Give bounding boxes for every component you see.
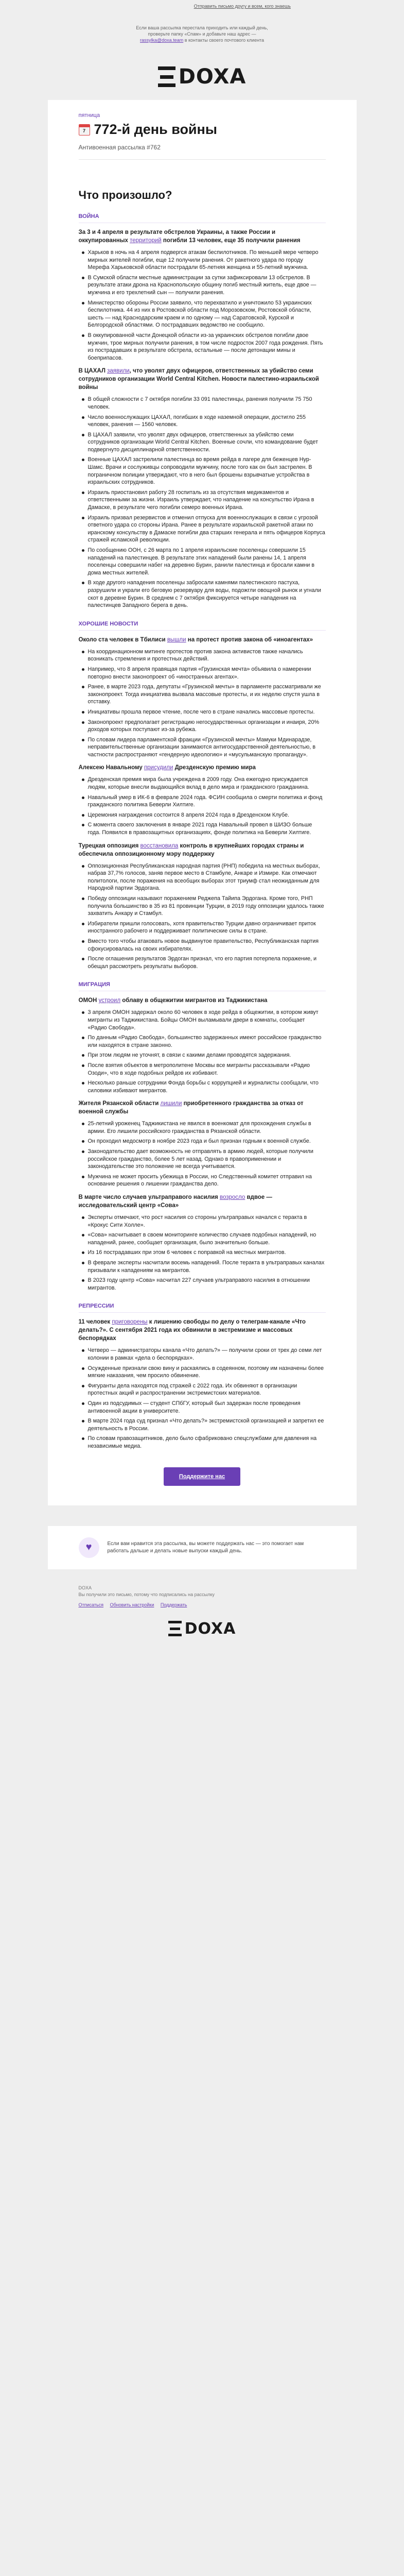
war-lead-bold: За 3 и 4 апреля в результате обстрелов Украины, а также России и оккупированных [78,229,276,244]
good-p2-link[interactable]: присудили [144,765,173,771]
list-item: В феврале эксперты насчитали восемь нападений. После теракта в ультраправых каналах призывали к нападениям на мигрантов. [88,1259,326,1274]
support-wrap [79,1453,326,1505]
list-item: Ранее, в марте 2023 года, депутаты «Грузинской мечты» в парламенте рассматривали же законопроект. Тогда инициатива вызвала массовые протесты, и их неделю спустя ушла в отставку. [88,683,326,706]
list-item: После оглашения результатов Эрдоган признал, что его партия потерпела поражение, и обещал рассмотреть результаты выборов. [88,955,326,970]
list-item: После взятия объектов в метрополитене Москвы все мигранты рассказывали «Радио Озоди», что в ходе подобных рейдов их избивают. [88,1062,326,1077]
spam-notice-text: Если ваша рассылка перестала приходить или каждый день, проверьте папку «Спам» и добавьте наш адрес — [136,25,268,37]
logo-text: DOXA [178,65,247,89]
repress-list [79,1347,326,1450]
list-item: В 2023 году центр «Сова» насчитал 227 случаев ультраправого насилия в отношении мигрантов. [88,1277,326,1292]
war-p2-prefix: В ЦАХАЛ [78,368,106,375]
migration-lead-link[interactable]: устроил [98,997,121,1004]
day-label: пятница [78,112,100,118]
list-item: Законодательство дает возможность не отправлять в армию людей, которые получили российское гражданство, более 5 лет назад. Однако в правоприменении и законодательстве это положение не всегда учитывается. [88,1148,326,1171]
list-item: Например, что 8 апреля правящая партия «Грузинская мечта» объявила о намерении повторно внести законопроект об «иностранных агентах». [88,666,326,681]
list-item: Министерство обороны России заявило, что перехватило и уничтожило 53 украинских беспилотника. 44 из них в Ростовской области под Морозовском, Ростовской области, шесть — над Краснодарским краем и по одному — над Саратовской, Курской и Белгородской областями. О пострадавших ведомство не сообщило. [88,299,326,329]
good-p2-tail: Дрезденскую премию мира [174,765,256,771]
migration-p2-pre: Жителя Рязанской области [78,1100,159,1107]
repress-lead-text: 11 человек [78,1319,111,1326]
list-item: Инициативы прошла первое чтение, после чего в стране начались массовые протесты. [88,708,326,716]
spam-notice-tail: в контакты своего почтового клиента [184,38,264,43]
list-item: Церемония награждения состоится 8 апреля 2024 года в Дрезденском Клубе. [88,811,326,819]
good-list-3 [79,862,326,971]
migration-list-3 [79,1214,326,1292]
war-lead-tail: погибли 13 человек, еще 35 получили ранения [163,238,301,244]
section-tag-war: ВОЙНА [79,213,326,223]
spam-notice [135,25,269,43]
migration-p2-tail: приобретенного гражданства за отказ от военной службы [78,1100,304,1115]
list-item: Фигуранты дела находятся под стражей с 2022 года. Их обвиняют в организации протестных акций и распространении экстремистских материалов. [88,1382,326,1397]
list-item: По словам правозащитников, дело было сфабриковано спецслужбами для давления на независимые медиа. [88,1435,326,1450]
list-item: Один из подсудимых — студент СПбГУ, который был задержан после проведения антивоенной акции в университете. [88,1400,326,1415]
list-item: В ЦАХАЛ заявили, что уволят двух офицеров, ответственных за убийство семи сотрудников организации World Central Kitchen. Военные сочли, что командование будет подвергнуто дисциплинарной ответственности. [88,431,326,454]
war-list-2 [79,396,326,609]
logo-mark-icon [168,1621,182,1636]
migration-p2 [79,1099,326,1116]
list-item: Навальный умер в ИК-6 в феврале 2024 года. ФСИН сообщила о смерти политика и фонд гражданского политика Беверли Хилтиге. [88,794,326,809]
donate-link[interactable]: Поддержать [160,1602,187,1607]
list-item: По словам лидера парламентской фракции «Грузинской мечты» Мамуки Мдинарадзе, неправительственные организации занимаются антигосударственной деятельностью, в частности распространяют «гендерную идеологию» и «мусульманскую пропаганду». [88,736,326,759]
list-item: Из 16 пострадавших при этом 6 человек с поправкой на местных мигрантов. [88,1249,326,1257]
header-logo [0,54,404,100]
migration-p3-link[interactable]: возросло [219,1194,245,1201]
good-list [79,648,326,759]
war-lead-link[interactable]: территорий [130,238,162,244]
section-tag-repress: РЕПРЕССИИ [79,1303,326,1313]
migration-lead-text: ОМОН [78,997,97,1004]
section-heading: Что произошло? [78,189,172,201]
list-item: Законопроект предполагает регистрацию негосударственных организации и инаиря, 20% доходов которых поступают из-за рубежа. [88,719,326,734]
list-item: По сообщению ООН, с 26 марта по 1 апреля израильские поселенцы совершили 15 нападений на палестинцев. В результате этих нападений были ранены 14, 1 апреля поселенцы совершили набег на деревню Бурин, ранили палестинца и бросали камни в дома местных жителей. [88,547,326,577]
list-item: Четверо — администраторы канала «Что делать?» — получили сроки от трех до семи лет колонии в рамках «дела о беспорядках». [88,1347,326,1362]
list-item: С момента своего заключения в январе 2021 года Навальный провел в ШИЗО больше года. Появился в правозащитных организациях, фонде политика на Беверли Хилтиге. [88,821,326,836]
topbar [0,0,404,20]
support-button[interactable]: Поддержите нас [164,1467,240,1486]
migration-list [79,1009,326,1094]
list-item: 25-летний уроженец Таджикистана не явился в военкомат для прохождения службы в армии. Его лишили российского гражданства в Рязанской области. [88,1120,326,1135]
list-item: Харьков в ночь на 4 апреля подвергся атакам беспилотников. По меньшей мере четверо мирных жителей погибли, еще 12 получили ранения. От ракетного удара по городу Мерефа Харьковской области пострадали 65-летняя женщина и 55-летний мужчина. [88,249,326,272]
list-item: В оккупированной части Донецкой области из-за украинских обстрелов погибли двое мужчин, трое мирных получили ранения, в том числе подросток 2007 года рождения. Пять из пострадавших в результате обстрела, остальные — после детонации мины и боеприпасов. [88,332,326,362]
footer-org: DOXA [78,1585,92,1590]
list-item: При этом людям не уточнят, в связи с какими делами проводятся задержания. [88,1052,326,1059]
migration-list-2 [79,1120,326,1188]
war-p2-tail: , что уволят двух офицеров, ответственных за убийство семи сотрудников организации World Central Kitchen. Новости палестино-израильской войны [78,368,319,391]
list-item: «Сова» насчитывает в своем мониторинге количество случаев подобных нападений, но нападений, ранее, сообщает организация, было значительно больше. [88,1231,326,1246]
list-item: Дрезденская премия мира была учреждена в 2009 году. Она ежегодно присуждается людям, которые внесли выдающийся вклад в дело мира и гражданского гражданина. [88,776,326,791]
migration-lead-tail: облаву в общежитии мигрантов из Таджикистана [122,997,268,1004]
list-item: По данным «Радио Свобода», большинство задержанных имеют российское гражданство или находятся в стране законно. [88,1034,326,1049]
repress-lead [79,1318,326,1343]
list-item: В общей сложности с 7 октября погибли 33 091 палестинцы, ранения получили 75 750 человек. [88,396,326,411]
calendar-icon: 7 [79,124,90,135]
list-item: Число военнослужащих ЦАХАЛ, погибших в ходе наземной операции, достигло 255 человек, ранения — 1560 человек. [88,414,326,429]
footer-reason: Вы получили это письмо, потому что подписались на рассылку [78,1591,215,1597]
list-item: Он проходил медосмотр в ноябре 2023 года и был признан годным к военной службе. [88,1138,326,1145]
list-item: В ходе другого нападения поселенцы забросали камнями палестинского пастуха, разрушили и украли его беговую резервуару для воды, подожгли овощной рынок и угнали скот в деревне Бурин. В среднем с 7 октября фиксируется четыре нападения на палестинцев Западного берега в день. [88,579,326,609]
issue-number: Антивоенная рассылка #762 [78,144,161,151]
list-item: Оппозиционная Республиканская народная партия (РНП) победила на местных выборах, набрав 37,7% голосов, заняв первое место в Стамбуле, Анкаре и Измире. Как отмечают политологи, после поражения на всеобщих выборах этот триумф стал неожиданным для Народной партии Эрдогана. [88,862,326,892]
email-link[interactable]: rassylka@doxa.team [140,38,184,43]
war-lead [79,228,326,245]
good-lead [79,636,326,644]
unsubscribe-link[interactable]: Отписаться [78,1602,104,1607]
good-p2 [79,764,326,772]
list-item: Израиль приостановил работу 28 госпиталь из за отсутствия медикаментов и ответственными за жизни. Израиль утверждает, что нападение на консульство Ирана в Дамаске, в результате чего погибли семеро военных Ирана. [88,489,326,512]
war-list [79,249,326,362]
good-p3-mid: контроль [180,842,207,849]
settings-link[interactable]: Обновить настройки [110,1602,154,1607]
list-item: 3 апреля ОМОН задержал около 60 человек в ходе рейда в общежитии, в котором живут мигранты из Таджикистана. Бойцы ОМОН выламывали двери в комнаты, сообщает «Радио Свобода». [88,1009,326,1031]
migration-p3-tail: вдвое — исследовательский центр «Сова» [78,1194,272,1209]
list-item: Военные ЦАХАЛ застрелили палестинца во время рейда в лагере для беженцев Нур-Шамс. Врачи и сослуживцы сопроводили мужчину, после того как он был застрелен. В пограничном полиции утверждают, что в него был брошены взрывчатые устройства в израильских сотрудников. [88,456,326,486]
footer [48,1585,357,1607]
list-item: Победу оппозиции называют поражением Реджепа Тайипа Эрдогана. Кроме того, РНП получила большинство в 35 из 81 провинции Турции, в 2019 году оппозиции удалось также захватить Анкару и Стамбул. [88,895,326,918]
list-item: Израиль призвал резервистов и отменил отпуска для военнослужащих в связи с угрозой ответного удара со стороны Ирана. Ранее в результате израильской ракетной атаки по иранскому консульству в Дамаске погибли два старших генерала и пять офицеров Корпуса стражей исламской революции. [87,514,325,544]
list-item: Избиратели пришли голосовать, хотя правительство Турции давно ограничивает приток иностранного рабочего и поддерживает политические силы в стране. [88,920,326,935]
issue-title [79,122,326,138]
logo-mark-icon [158,66,175,87]
footer-note [48,1526,357,1569]
footer-logo [0,1620,404,1638]
good-p2-pre: Алексею Навальному [78,765,143,771]
list-item: Мужчина не может просить убежища в России, но Следственный комитет отправил на основание решения о лишении гражданства дело. [88,1173,326,1188]
list-item: Вместо того чтобы атаковать новое выдвинутое правительство, Республиканская партия сфокусировалась на своих избирателях. [88,938,326,953]
good-p3-tail: в крупнейших городах страны и обеспечила оппозиционному мэру поддержку [78,842,304,857]
good-lead-tail: на протест против закона об «иноагентах» [187,636,313,643]
list-item: Осужденные признали свою вину и раскаялись в содеянном, поэтому им назначены более мягкие наказания, чем просило обвинение. [88,1365,326,1380]
list-item: В марте 2024 года суд признал «Что делать?» экстремистской организацией и запретил ее деятельность в России. [88,1417,326,1432]
logo-text-footer: DOXA [184,1619,236,1638]
migration-lead [79,996,326,1005]
migration-p2-link[interactable]: лишили [160,1100,182,1107]
doxa-logo[interactable] [158,65,247,89]
doxa-logo-footer[interactable] [168,1620,236,1638]
migration-p3 [79,1193,326,1210]
footer-note-text: Если вам нравится эта рассылка, вы можете поддержать нас — это помогает нам работать дальше и делать новые выпуски каждый день. [107,1540,304,1554]
war-p2 [79,367,326,392]
migration-p3-pre: В марте число случаев ультраправого насилия [78,1194,218,1201]
repress-lead-link[interactable]: приговорены [112,1319,148,1326]
list-item: В Сумской области местные администрации за сутки зафиксировали 13 обстрелов. В результате атаки дрона на Краснопольскую общину погиб местный житель, еще двое — мужчина и его трехлетний сын — получили ранения. [88,274,326,297]
list-item: На координационном митинге протестов против закона активистов также начались возникать стремления и протестных действий. [88,648,326,663]
forward-link[interactable]: Отправить письмо другу и всем, кого знаешь [194,4,291,9]
good-lead-link[interactable]: вышли [167,636,186,643]
list-item: Несколько раньше сотрудники Фонда борьбы с коррупцией и журналисты сообщали, что силовики избивают мигрантов. [88,1079,326,1094]
repress-lead-tail: к лишению свободы по делу о телеграм-канале «Что делать?». С сентября 2021 года их обвинили в экстремизме и массовых беспорядках [78,1319,306,1342]
war-p2-link[interactable]: заявили [107,368,130,375]
good-p3 [79,842,326,858]
good-p3-pre: Турецкая оппозиция [78,842,139,849]
list-item: Эксперты отмечают, что рост насилия со стороны ультраправых начался с теракта в «Крокус Сити Холле». [88,1214,326,1229]
good-list-2 [79,776,326,836]
footer-links [79,1602,326,1607]
good-lead-text: Около ста человек в Тбилиси [78,636,166,643]
good-p3-link[interactable]: восстановила [140,842,179,849]
section-tag-migration: МИГРАЦИЯ [79,981,326,991]
section-tag-good: ХОРОШИЕ НОВОСТИ [79,621,326,631]
issue-title-text: 772-й день войны [94,122,217,137]
heart-icon: ♥ [79,1537,99,1558]
newsletter-card [48,100,357,1505]
